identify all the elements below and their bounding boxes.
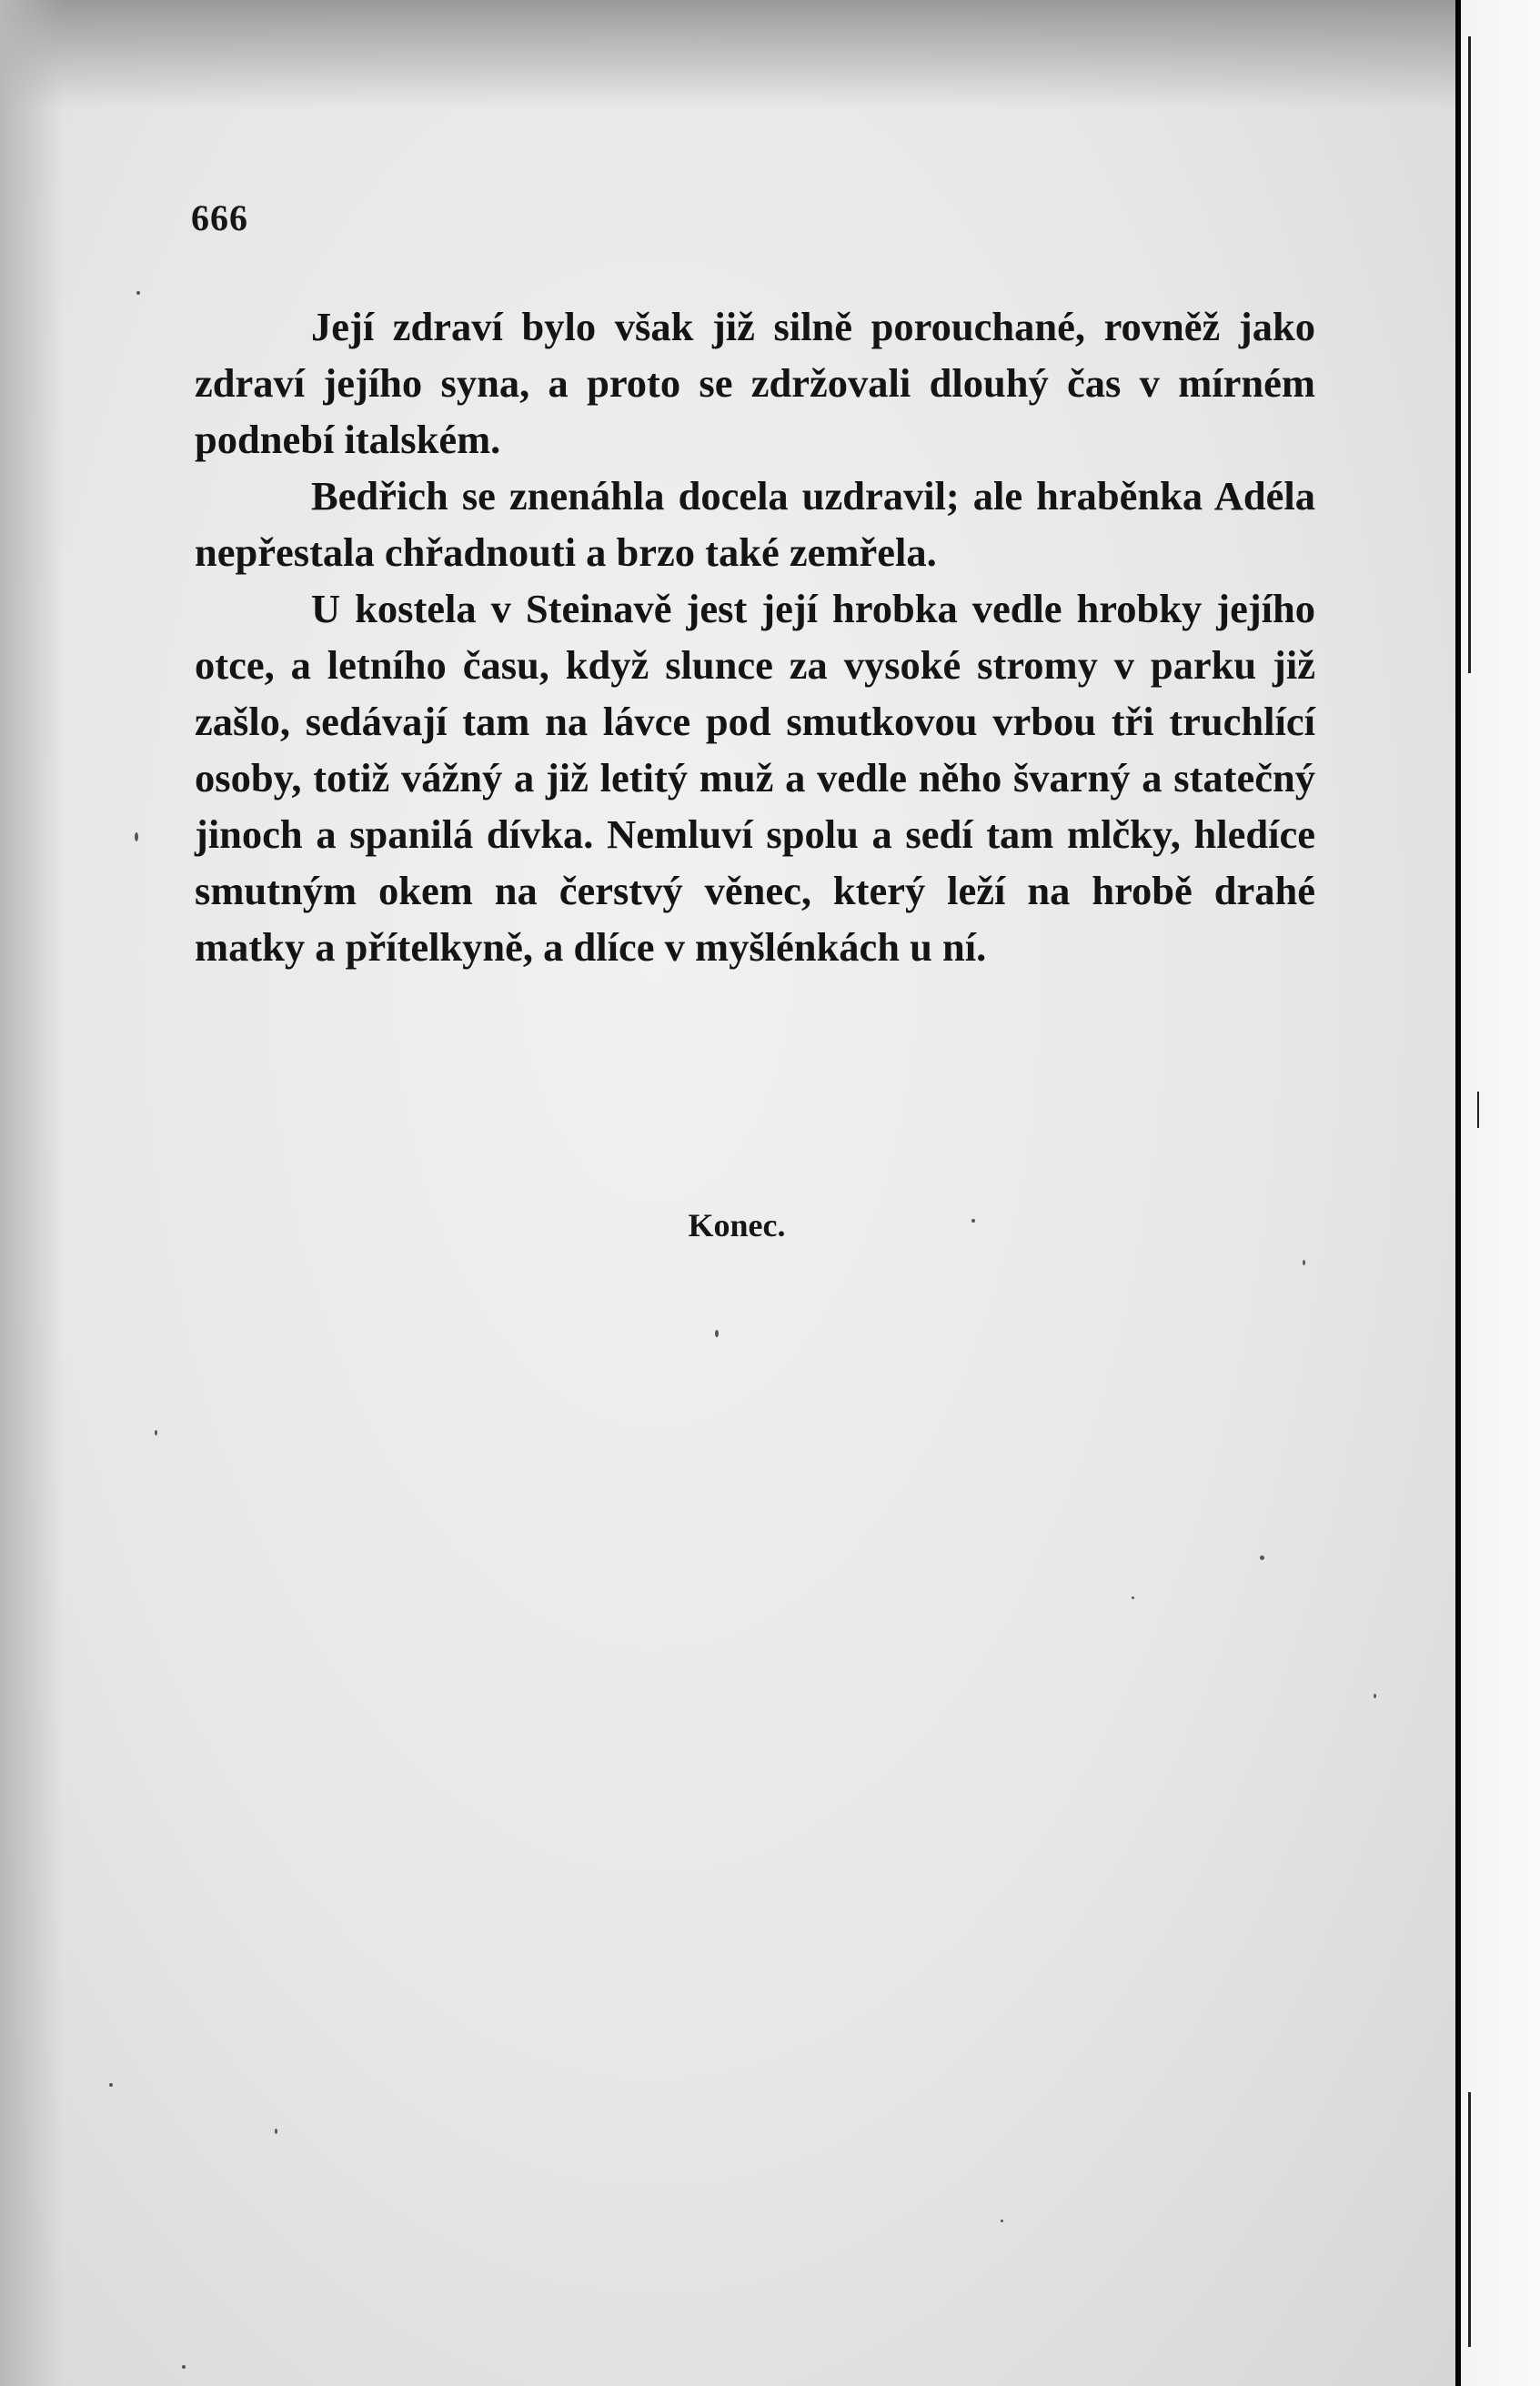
scan-mark xyxy=(1468,36,1471,673)
scan-speck xyxy=(109,2083,113,2087)
scan-mark xyxy=(1468,2092,1471,2347)
scan-speck xyxy=(136,291,140,295)
paragraph-1: Její zdraví bylo však již silně porouchané, rovněž jako zdraví jejího syna, a proto se zdržovali dlouhý čas v mírném podnebí italském. xyxy=(195,304,1315,462)
scan-speck xyxy=(715,1330,719,1337)
scan-speck xyxy=(155,1430,157,1435)
scan-speck xyxy=(275,2129,277,2134)
scan-speck xyxy=(1001,2220,1003,2222)
scan-speck xyxy=(1303,1260,1305,1265)
scan-mark xyxy=(1477,1092,1479,1128)
scan-speck xyxy=(971,1219,975,1223)
scan-speck xyxy=(182,2365,186,2369)
body-text xyxy=(195,298,1315,975)
page-number: 666 xyxy=(191,197,248,238)
scan-speck xyxy=(1260,1555,1264,1560)
scan-speck xyxy=(135,832,138,841)
paragraph-2: Bedřich se znenáhla docela uzdravil; ale hraběnka Adéla nepřestala chřadnouti a brzo také zemřela. xyxy=(195,473,1315,575)
paragraph-3: U kostela v Steinavě jest její hrobka vedle hrobky jejího otce, a letního času, když slunce za vysoké stromy v parku již zašlo, sedávají tam na lávce pod smutkovou vrbou tři truchlící osoby, totiž vážný a již letitý muž a vedle něho švarný a statečný jinoch a spanilá dívka. Nemluví spolu a sedí tam mlčky, hledíce smutným okem na čerstvý věnec, který leží na hrobě drahé matky a přítelkyně, a dlíce v myšlénkách u ní. xyxy=(195,586,1315,970)
scan-speck xyxy=(1132,1596,1134,1599)
scan-speck xyxy=(1374,1694,1376,1698)
ending-mark: Konec. xyxy=(688,1207,786,1243)
scan-margin xyxy=(1461,0,1540,2386)
